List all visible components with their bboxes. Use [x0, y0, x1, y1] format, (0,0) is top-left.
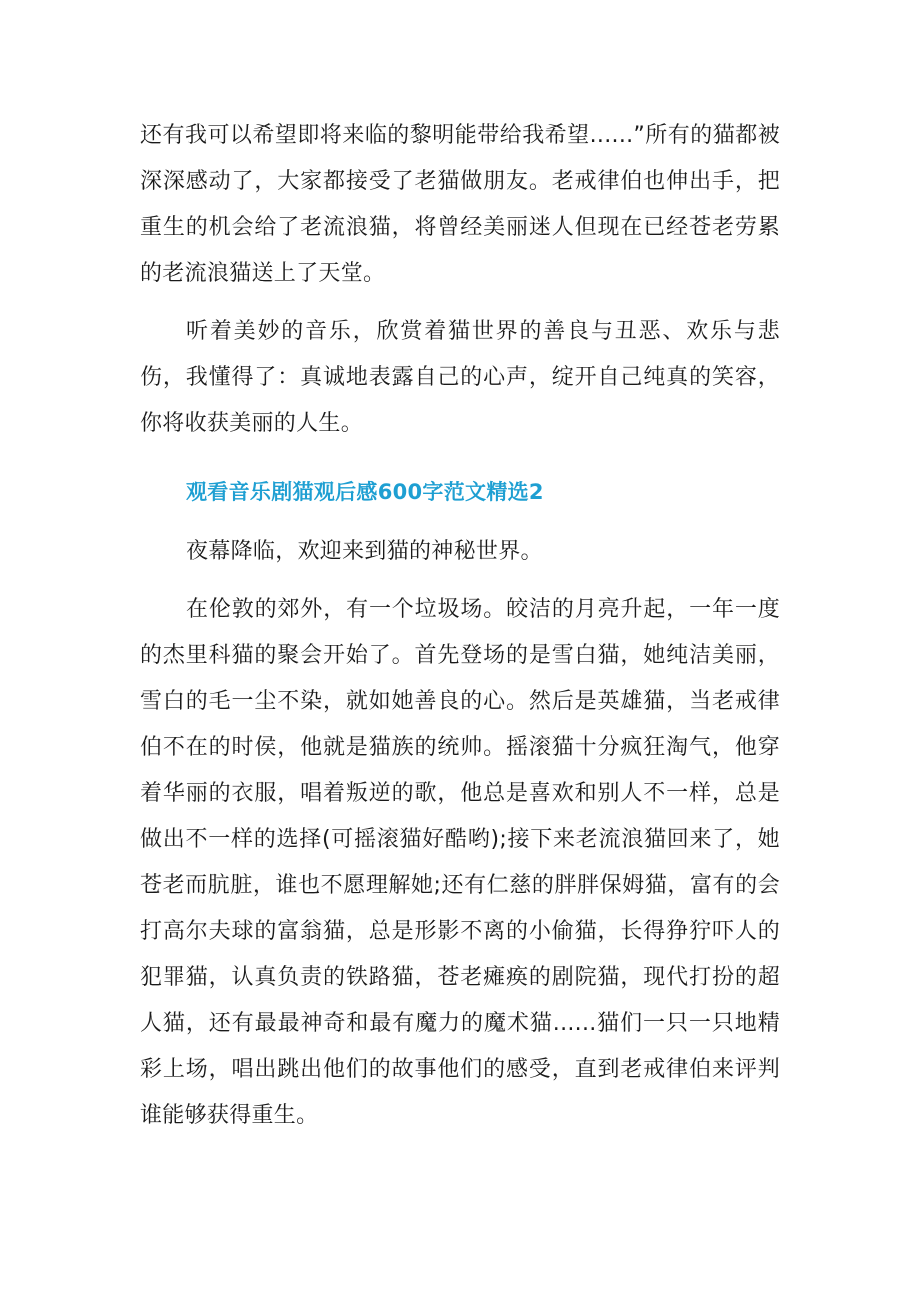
paragraph-continuation: 还有我可以希望即将来临的黎明能带给我希望......”所有的猫都被深深感动了，大家都接受了老猫做朋友。老戒律伯也伸出手，把重生的机会给了老流浪猫，将曾经美丽迷人但现在已经苍老劳累的老流浪猫送上了天堂。	[140, 123, 780, 286]
document-page	[140, 113, 780, 1139]
section-heading: 观看音乐剧猫观后感600字范文精选2	[186, 480, 544, 504]
paragraph-intro: 夜幕降临，欢迎来到猫的神秘世界。	[186, 539, 543, 564]
paragraph-reflection: 听着美妙的音乐，欣赏着猫世界的善良与丑恶、欢乐与悲伤，我懂得了：真诚地表露自己的心声，绽开自己纯真的笑容，你将收获美丽的人生。	[140, 319, 780, 436]
paragraph-story: 在伦敦的郊外，有一个垃圾场。皎洁的月亮升起，一年一度的杰里科猫的聚会开始了。首先登场的是雪白猫，她纯洁美丽，雪白的毛一尘不染，就如她善良的心。然后是英雄猫，当老戒律伯不在的时侯，他就是猫族的统帅。摇滚猫十分疯狂淘气，他穿着华丽的衣服，唱着叛逆的歌，他总是喜欢和别人不一样，总是做出不一样的选择(可摇滚猫好酷哟);接下来老流浪猫回来了，她苍老而肮脏，谁也不愿理解她;还有仁慈的胖胖保姆猫，富有的会打高尔夫球的富翁猫，总是形影不离的小偷猫，长得狰狞吓人的犯罪猫，认真负责的铁路猫，苍老瘫痪的剧院猫，现代打扮的超人猫，还有最最神奇和最有魔力的魔术猫......猫们一只一只地精彩上场，唱出跳出他们的故事他们的感受，直到老戒律伯来评判谁能够获得重生。	[140, 597, 780, 1128]
